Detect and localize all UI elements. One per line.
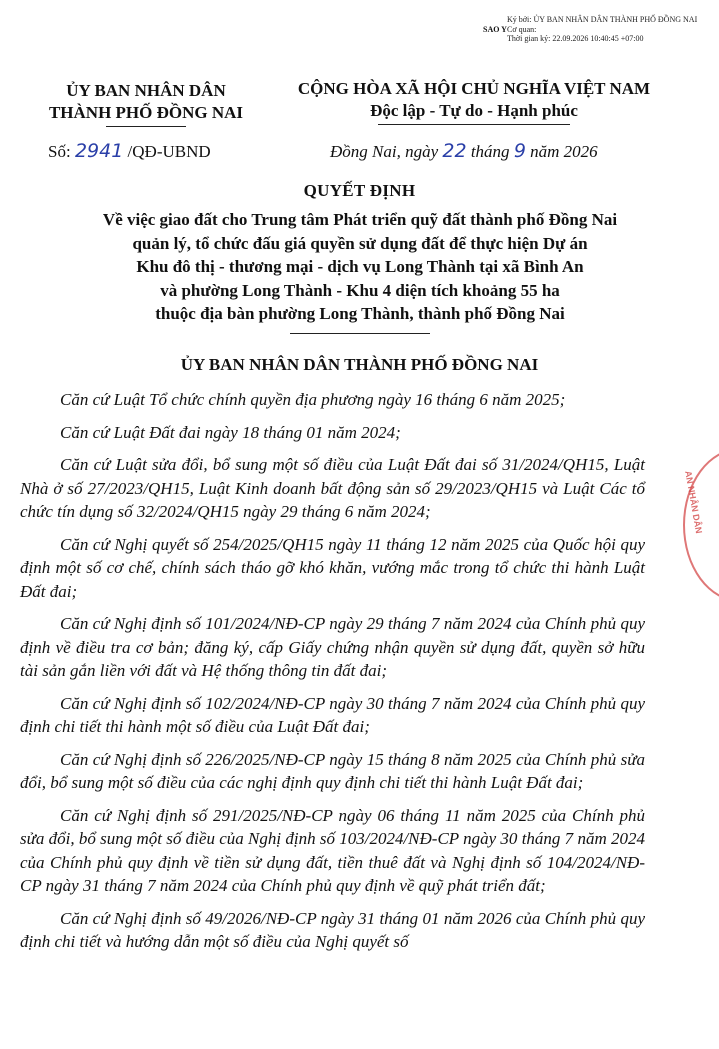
- date-mid: tháng: [466, 142, 514, 161]
- legal-basis-paragraph: Căn cứ Nghị định số 291/2025/NĐ-CP ngày 06 tháng 11 năm 2025 của Chính phủ sửa đổi, bổ sung một số điều của Nghị định số 103/2024/NĐ-CP ngày 30 tháng 7 năm 2024 của Chính phủ quy định về tiền sử dụng đất, tiền thuê đất và Nghị định số 104/2024/NĐ-CP ngày 31 tháng 7 năm 2024 của Chính phủ quy định về quỹ phát triển đất;: [20, 805, 645, 895]
- signature-agency: Cơ quan:: [507, 24, 537, 34]
- subject-underline: [290, 333, 430, 334]
- subject-line: quản lý, tổ chức đấu giá quyền sử dụng đất để thực hiện Dự án: [132, 233, 588, 253]
- legal-basis-paragraph: Căn cứ Nghị định số 101/2024/NĐ-CP ngày 29 tháng 7 năm 2024 của Chính phủ quy định về điều tra cơ bản; đăng ký, cấp Giấy chứng nhận quyền sử dụng đất, quyền sở hữu tài sản gắn liền với đất và Hệ thống thông tin đất đai;: [20, 614, 645, 680]
- digital-signature-block: [507, 15, 697, 44]
- agency-line-1: ỦY BAN NHÂN DÂN: [66, 81, 226, 100]
- stamp-text: AN NHÂN DÂN: [683, 470, 705, 535]
- subject-line: Về việc giao đất cho Trung tâm Phát triển quỹ đất thành phố Đồng Nai: [102, 210, 618, 229]
- legal-basis-paragraph: Căn cứ Nghị định số 49/2026/NĐ-CP ngày 31 tháng 01 năm 2026 của Chính phủ quy định chi tiết và hướng dẫn một số điều của Nghị quyết số: [20, 908, 645, 951]
- sao-y-label: SAO Y: [483, 25, 507, 34]
- document-title: QUYẾT ĐỊNH: [303, 181, 416, 200]
- issue-date: [330, 140, 598, 162]
- legal-basis-paragraph: Căn cứ Nghị định số 102/2024/NĐ-CP ngày 30 tháng 7 năm 2024 của Chính phủ quy định chi tiết thi hành một số điều của Luật Đất đai;: [20, 693, 645, 736]
- legal-basis-paragraph: Căn cứ Nghị quyết số 254/2025/QH15 ngày 11 tháng 12 năm 2025 của Quốc hội quy định một số cơ chế, chính sách tháo gỡ khó khăn, vướng mắc trong tổ chức thi hành Luật Đất đai;: [20, 534, 645, 601]
- motto: Độc lập - Tự do - Hạnh phúc: [370, 101, 578, 120]
- document-subject: [30, 208, 690, 326]
- subject-line: và phường Long Thành - Khu 4 diện tích khoảng 55 ha: [160, 280, 560, 300]
- issuing-agency: [30, 80, 262, 124]
- subject-line: Khu đô thị - thương mại - dịch vụ Long Thành tại xã Bình An: [136, 257, 584, 277]
- country-name: CỘNG HÒA XÃ HỘI CHỦ NGHĨA VIỆT NAM: [297, 79, 651, 98]
- date-suffix: năm 2026: [525, 142, 598, 161]
- national-motto: [278, 78, 670, 122]
- doc-number-handwritten: 2941: [74, 140, 124, 162]
- legal-basis-paragraph: Căn cứ Luật Đất đai ngày 18 tháng 01 năm 2024;: [60, 422, 401, 442]
- legal-basis-paragraph: Căn cứ Nghị định số 226/2025/NĐ-CP ngày 15 tháng 8 năm 2025 của Chính phủ sửa đổi, bổ sung một số điều của các nghị định quy định chi tiết thi hành Luật Đất đai;: [20, 749, 645, 792]
- date-day-handwritten: 22: [442, 140, 467, 162]
- motto-underline: [378, 124, 570, 125]
- legal-basis-paragraph: Căn cứ Luật Tổ chức chính quyền địa phương ngày 16 tháng 6 năm 2025;: [60, 390, 566, 409]
- signature-signer: Ký bởi: ỦY BAN NHÂN DÂN THÀNH PHỐ ĐỒNG NAI: [507, 15, 698, 24]
- subject-line: thuộc địa bàn phường Long Thành, thành phố Đồng Nai: [155, 304, 565, 324]
- doc-number-suffix: /QĐ-UBND: [123, 142, 211, 161]
- document-body: [20, 388, 645, 963]
- signature-time: Thời gian ký: 22.09.2026 10:40:45 +07:00: [507, 34, 644, 43]
- doc-number-prefix: Số:: [48, 142, 75, 161]
- legal-basis-paragraph: Căn cứ Luật sửa đổi, bổ sung một số điều của Luật Đất đai số 31/2024/QH15, Luật Nhà ở số 27/2023/QH15, Luật Kinh doanh bất động sản số 29/2023/QH15 và Luật Các tổ chức tín dụng số 32/2024/QH15 ngày 29 tháng 6 năm 2024;: [20, 455, 645, 521]
- date-prefix: Đồng Nai, ngày: [330, 142, 443, 161]
- agency-line-2: THÀNH PHỐ ĐỒNG NAI: [48, 103, 244, 122]
- date-month-handwritten: 9: [513, 140, 526, 162]
- document-number: [48, 140, 211, 162]
- authority-heading: ỦY BAN NHÂN DÂN THÀNH PHỐ ĐỒNG NAI: [180, 355, 539, 374]
- agency-underline: [106, 126, 186, 127]
